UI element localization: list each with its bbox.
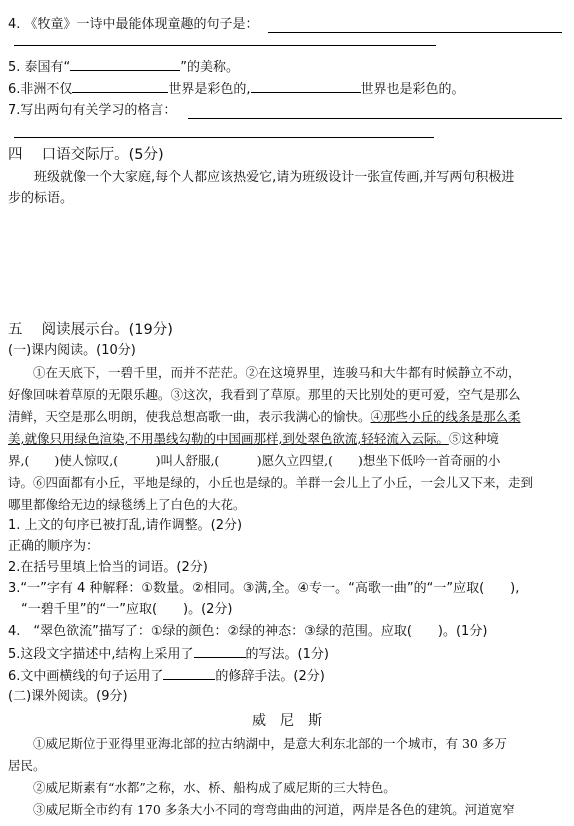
- passage-line: ①在天底下，一碧千里，而并不茫茫。②在这境界里，连骏马和大牛都有时候静立不动，: [8, 365, 521, 380]
- reading-question-6-text-a: 6.文中画横线的句子运用了: [8, 669, 164, 684]
- question-7: [8, 102, 176, 120]
- reading-question-5-text-b: 的写法。(1分): [245, 647, 329, 662]
- answer-line: [14, 45, 436, 46]
- reading-question-1-answer-label: 正确的顺序为：: [8, 539, 100, 554]
- question-4-text: 4. 《牧童》一诗中最能体现童趣的句子是：: [8, 17, 259, 32]
- reading-question-5-text-a: 5.这段文字描述中,结构上采用了: [8, 647, 194, 662]
- question-4: [8, 16, 259, 34]
- answer-blank[interactable]: [251, 80, 361, 93]
- answer-blank[interactable]: [194, 645, 246, 658]
- article-line: 居民。: [8, 758, 46, 773]
- passage-text: ⑤这种境: [448, 431, 499, 446]
- passage-line: 哪里都像给无边的绿毯绣上了白色的大花。: [8, 497, 246, 512]
- question-6-text-c: 世界也是彩色的。: [360, 82, 465, 97]
- section-4-prompt-line-2: 步的标语。: [8, 191, 74, 206]
- question-5-text-a: 5. 泰国有“: [8, 60, 71, 75]
- passage-line: 界,( )使人惊叹,( )叫人舒服,( )愿久立四望,( )想坐下低吟一首奇丽的小: [8, 453, 501, 468]
- answer-blank[interactable]: [163, 667, 215, 680]
- subsection-in-class-reading: (一)课内阅读。(10分): [8, 343, 136, 358]
- passage-line: [8, 408, 521, 426]
- article-title: 威 尼 斯: [252, 713, 322, 729]
- answer-blank[interactable]: [70, 58, 180, 71]
- article-line: ①威尼斯位于亚得里亚海北部的拉古纳湖中，是意大利东北部的一个城市，有 30 多万: [8, 736, 507, 751]
- reading-question-3-line-2: “一碧千里”的“一”应取( )。(2分): [8, 602, 233, 617]
- reading-question-6: [8, 667, 325, 686]
- reading-question-5: [8, 645, 329, 664]
- underlined-sentence: 美,就像只用绿色渲染,不用墨线勾勒的中国画那样,到处翠色欲流,轻轻流入云际。: [8, 431, 449, 446]
- passage-line: 诗。⑥四面都有小丘，平地是绿的，小丘也是绿的。羊群一会儿上了小丘，一会儿又下来，走到: [8, 475, 534, 490]
- reading-question-6-text-b: 的修辞手法。(2分): [215, 669, 325, 684]
- section-5-title: 五 阅读展示台。(19分): [8, 322, 173, 338]
- passage-line: 好像回味着草原的无限乐趣。③这次，我看到了草原。那里的天比别处的更可爱，空气是那么: [8, 387, 521, 402]
- passage-line: [8, 430, 499, 448]
- answer-blank[interactable]: [72, 80, 168, 93]
- underlined-sentence: ④那些小丘的线条是那么柔: [370, 409, 521, 424]
- article-line: ③威尼斯全市约有 170 多条大小不同的弯弯曲曲的河道，两岸是各色的建筑。河道宽窄: [8, 802, 515, 817]
- reading-question-2: 2.在括号里填上恰当的词语。(2分): [8, 560, 208, 575]
- section-4-title: 四 口语交际厅。(5分): [8, 147, 164, 163]
- section-4-prompt-line-1: 班级就像一个大家庭,每个人都应该热爱它,请为班级设计一张宣传画,并写两句积极进: [8, 170, 515, 185]
- answer-line: [268, 32, 562, 33]
- reading-question-4: 4. “翠色欲流”描写了：①绿的颜色：②绿的神态：③绿的范围。应取( )。(1分): [8, 624, 488, 639]
- answer-line: [188, 118, 562, 119]
- question-5: [8, 58, 239, 77]
- reading-question-3-line-1: 3.“一”字有 4 种解释：①数量。②相同。③满,全。④专一。“高歌一曲”的“一”应取( ),: [8, 581, 520, 596]
- question-7-text: 7.写出两句有关学习的格言：: [8, 103, 177, 118]
- passage-text: 清鲜，天空是那么明朗，使我总想高歌一曲，表示我满心的愉快。: [8, 409, 371, 424]
- question-6-text-a: 6.非洲不仅: [8, 82, 73, 97]
- reading-question-1: 1. 上文的句序已被打乱,请作调整。(2分): [8, 518, 243, 533]
- answer-line: [14, 137, 434, 138]
- article-line: ②威尼斯素有“水都”之称，水、桥、船构成了威尼斯的三大特色。: [8, 780, 396, 795]
- question-6: [8, 80, 465, 99]
- question-6-text-b: 世界是彩色的,: [168, 82, 251, 97]
- subsection-extracurricular-reading: (二)课外阅读。(9分): [8, 689, 128, 704]
- question-5-text-b: ”的美称。: [180, 60, 240, 75]
